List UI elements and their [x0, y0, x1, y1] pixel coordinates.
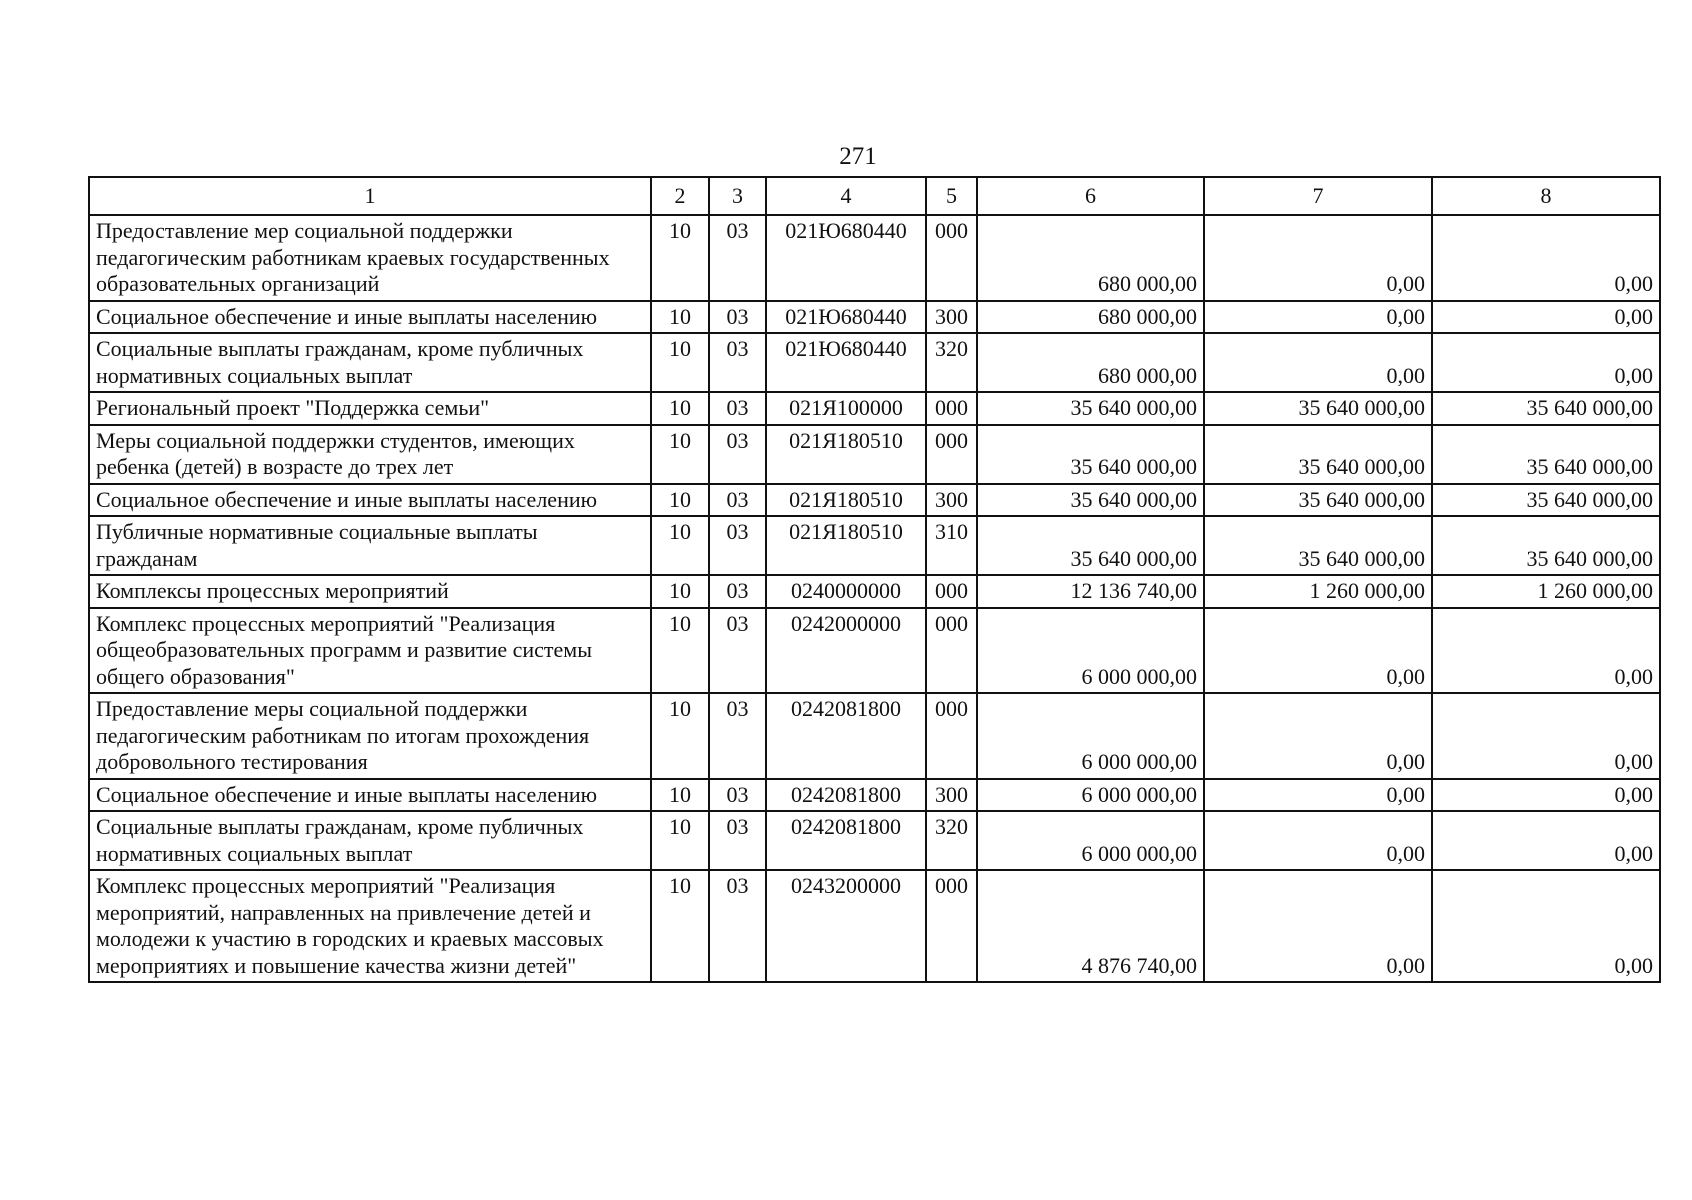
table-body	[89, 215, 1660, 982]
row-amount-col8: 0,00	[1432, 779, 1660, 812]
row-amount-col7: 0,00	[1204, 301, 1432, 334]
row-name: Социальные выплаты гражданам, кроме публичных нормативных социальных выплат	[89, 811, 651, 870]
row-subsection: 03	[709, 811, 766, 870]
row-expense-type: 000	[926, 608, 977, 694]
row-amount-col6: 35 640 000,00	[977, 425, 1204, 484]
row-target-code: 021Я180510	[766, 516, 926, 575]
row-name: Комплекс процессных мероприятий "Реализация мероприятий, направленных на привлечение детей и молодежи к участию в городских и краевых массовых мероприятиях и повышение качества жизни детей"	[89, 870, 651, 982]
table-row	[89, 575, 1660, 608]
row-section: 10	[651, 575, 709, 608]
table-row	[89, 811, 1660, 870]
header-row	[89, 177, 1660, 215]
row-name: Социальное обеспечение и иные выплаты населению	[89, 484, 651, 517]
header-col-5: 5	[926, 177, 977, 215]
row-expense-type: 300	[926, 484, 977, 517]
row-name: Комплексы процессных мероприятий	[89, 575, 651, 608]
header-col-1: 1	[89, 177, 651, 215]
row-name: Комплекс процессных мероприятий "Реализация общеобразовательных программ и развитие системы общего образования"	[89, 608, 651, 694]
row-expense-type: 310	[926, 516, 977, 575]
row-expense-type: 000	[926, 215, 977, 301]
row-name: Социальное обеспечение и иные выплаты населению	[89, 301, 651, 334]
table-row	[89, 392, 1660, 425]
row-target-code: 021Ю680440	[766, 301, 926, 334]
row-amount-col8: 0,00	[1432, 870, 1660, 982]
row-subsection: 03	[709, 392, 766, 425]
row-expense-type: 300	[926, 779, 977, 812]
row-amount-col7: 1 260 000,00	[1204, 575, 1432, 608]
row-subsection: 03	[709, 516, 766, 575]
row-amount-col8: 1 260 000,00	[1432, 575, 1660, 608]
row-section: 10	[651, 693, 709, 779]
row-amount-col8: 0,00	[1432, 608, 1660, 694]
row-amount-col6: 680 000,00	[977, 301, 1204, 334]
table-row	[89, 484, 1660, 517]
row-name: Предоставление меры социальной поддержки педагогическим работникам по итогам прохождения добровольного тестирования	[89, 693, 651, 779]
row-name: Социальное обеспечение и иные выплаты населению	[89, 779, 651, 812]
row-amount-col6: 6 000 000,00	[977, 811, 1204, 870]
row-target-code: 021Ю680440	[766, 333, 926, 392]
row-amount-col6: 6 000 000,00	[977, 779, 1204, 812]
table-row	[89, 301, 1660, 334]
row-target-code: 0242081800	[766, 811, 926, 870]
row-section: 10	[651, 608, 709, 694]
row-amount-col7: 0,00	[1204, 608, 1432, 694]
row-amount-col8: 0,00	[1432, 301, 1660, 334]
row-expense-type: 000	[926, 575, 977, 608]
row-section: 10	[651, 516, 709, 575]
row-target-code: 021Я100000	[766, 392, 926, 425]
row-section: 10	[651, 484, 709, 517]
row-subsection: 03	[709, 333, 766, 392]
row-amount-col8: 0,00	[1432, 215, 1660, 301]
table-header	[89, 177, 1660, 215]
row-amount-col7: 35 640 000,00	[1204, 392, 1432, 425]
row-amount-col6: 680 000,00	[977, 333, 1204, 392]
row-expense-type: 000	[926, 870, 977, 982]
row-target-code: 021Ю680440	[766, 215, 926, 301]
row-amount-col8: 0,00	[1432, 333, 1660, 392]
row-target-code: 0242081800	[766, 779, 926, 812]
row-section: 10	[651, 215, 709, 301]
row-section: 10	[651, 301, 709, 334]
row-subsection: 03	[709, 693, 766, 779]
row-amount-col7: 35 640 000,00	[1204, 425, 1432, 484]
row-amount-col6: 4 876 740,00	[977, 870, 1204, 982]
row-amount-col7: 0,00	[1204, 693, 1432, 779]
row-name: Меры социальной поддержки студентов, имеющих ребенка (детей) в возрасте до трех лет	[89, 425, 651, 484]
table-row	[89, 779, 1660, 812]
table-row	[89, 333, 1660, 392]
row-subsection: 03	[709, 301, 766, 334]
table-row	[89, 870, 1660, 982]
header-col-3: 3	[709, 177, 766, 215]
row-amount-col6: 680 000,00	[977, 215, 1204, 301]
row-subsection: 03	[709, 484, 766, 517]
row-target-code: 0242000000	[766, 608, 926, 694]
row-amount-col6: 12 136 740,00	[977, 575, 1204, 608]
row-amount-col7: 0,00	[1204, 333, 1432, 392]
row-expense-type: 000	[926, 392, 977, 425]
table-row	[89, 608, 1660, 694]
row-amount-col6: 35 640 000,00	[977, 516, 1204, 575]
table-row	[89, 693, 1660, 779]
row-target-code: 021Я180510	[766, 425, 926, 484]
row-amount-col7: 0,00	[1204, 779, 1432, 812]
row-amount-col8: 0,00	[1432, 811, 1660, 870]
row-name: Социальные выплаты гражданам, кроме публичных нормативных социальных выплат	[89, 333, 651, 392]
row-target-code: 0240000000	[766, 575, 926, 608]
row-name: Региональный проект "Поддержка семьи"	[89, 392, 651, 425]
table-row	[89, 516, 1660, 575]
row-name: Предоставление мер социальной поддержки педагогическим работникам краевых государственных образовательных организаций	[89, 215, 651, 301]
page-number: 271	[839, 143, 877, 170]
table-row	[89, 425, 1660, 484]
row-section: 10	[651, 333, 709, 392]
row-amount-col8: 35 640 000,00	[1432, 425, 1660, 484]
row-expense-type: 000	[926, 693, 977, 779]
row-amount-col7: 35 640 000,00	[1204, 516, 1432, 575]
row-amount-col7: 35 640 000,00	[1204, 484, 1432, 517]
budget-table	[88, 176, 1661, 983]
row-subsection: 03	[709, 870, 766, 982]
row-amount-col6: 6 000 000,00	[977, 608, 1204, 694]
row-amount-col8: 35 640 000,00	[1432, 484, 1660, 517]
row-subsection: 03	[709, 215, 766, 301]
header-col-8: 8	[1432, 177, 1660, 215]
row-section: 10	[651, 779, 709, 812]
header-col-2: 2	[651, 177, 709, 215]
row-target-code: 0242081800	[766, 693, 926, 779]
row-name: Публичные нормативные социальные выплаты гражданам	[89, 516, 651, 575]
row-expense-type: 320	[926, 333, 977, 392]
row-target-code: 0243200000	[766, 870, 926, 982]
row-section: 10	[651, 392, 709, 425]
row-subsection: 03	[709, 779, 766, 812]
header-col-4: 4	[766, 177, 926, 215]
row-subsection: 03	[709, 575, 766, 608]
row-section: 10	[651, 870, 709, 982]
row-expense-type: 300	[926, 301, 977, 334]
row-section: 10	[651, 811, 709, 870]
row-amount-col7: 0,00	[1204, 215, 1432, 301]
header-col-6: 6	[977, 177, 1204, 215]
row-amount-col8: 35 640 000,00	[1432, 392, 1660, 425]
row-subsection: 03	[709, 608, 766, 694]
table-row	[89, 215, 1660, 301]
row-expense-type: 320	[926, 811, 977, 870]
row-amount-col7: 0,00	[1204, 870, 1432, 982]
row-amount-col8: 35 640 000,00	[1432, 516, 1660, 575]
row-expense-type: 000	[926, 425, 977, 484]
row-subsection: 03	[709, 425, 766, 484]
header-col-7: 7	[1204, 177, 1432, 215]
row-target-code: 021Я180510	[766, 484, 926, 517]
row-amount-col6: 35 640 000,00	[977, 392, 1204, 425]
row-amount-col6: 35 640 000,00	[977, 484, 1204, 517]
row-section: 10	[651, 425, 709, 484]
row-amount-col8: 0,00	[1432, 693, 1660, 779]
row-amount-col7: 0,00	[1204, 811, 1432, 870]
row-amount-col6: 6 000 000,00	[977, 693, 1204, 779]
